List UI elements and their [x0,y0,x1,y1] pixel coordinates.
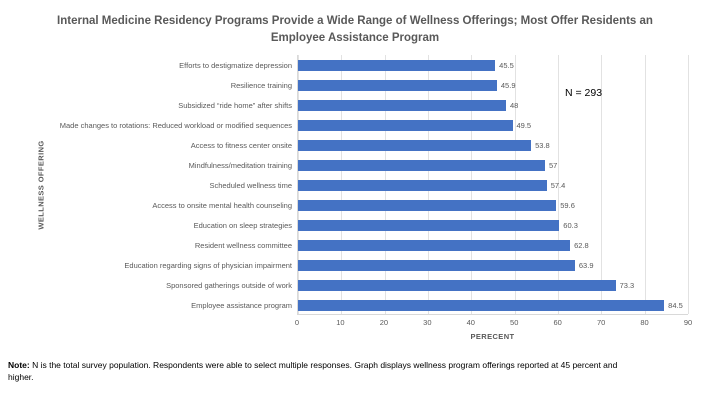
bar-row [298,295,688,315]
bar-value-label: 60.3 [563,220,578,230]
x-tick-label: 10 [336,318,345,327]
bar-row [298,55,688,75]
bar [298,180,547,191]
gridline [688,55,689,314]
bar-row [298,175,688,195]
category-axis-labels [36,55,292,315]
bar [298,240,570,251]
bar-value-label: 73.3 [619,280,635,290]
bar-row [298,215,688,235]
category-label: Access to fitness center onsite [190,140,292,150]
bar-value-label: 59.6 [560,200,575,210]
category-label: Education on sleep strategies [193,220,292,230]
x-tick-label: 20 [379,318,389,327]
bar-value-label: 53.8 [535,140,550,150]
bar-value-label: 45.9 [500,80,516,90]
x-tick-label: 0 [294,318,300,327]
bar-row [298,135,688,155]
category-label: Mindfulness/meditation training [188,160,292,170]
bar [298,200,556,211]
x-tick-label: 40 [466,318,475,327]
bar-row [298,195,688,215]
chart-title: Internal Medicine Residency Programs Provide a Wide Range of Wellness Offerings; Most Offer Residents an Employee Assistance Program [57,15,653,44]
bar-value-label: 62.8 [574,240,589,250]
bar-row [298,95,688,115]
bar [298,100,506,111]
bar [298,60,495,71]
x-axis-tick-labels [294,318,693,328]
footnote-text: N is the total survey population. Respondents were able to select multiple responses. Graph displays wellness program offerings reported at 45 percent and higher. [8,360,618,382]
footnote [8,360,626,384]
bar-value-label: 57.4 [550,180,566,190]
plot-area [297,55,688,315]
bar [298,160,545,171]
bar [298,120,513,131]
bar-value-label: 48 [510,100,519,110]
bar [298,220,559,231]
x-tick-label: 80 [640,318,649,327]
bar-value-label: 84.5 [668,300,683,310]
category-label: Education regarding signs of physician impairment [124,260,292,270]
category-label: Employee assistance program [191,300,292,310]
bar-series [298,55,688,314]
category-label: Efforts to destigmatize depression [179,60,292,70]
bar [298,300,664,311]
bar-row [298,275,688,295]
category-label: Resident wellness committee [194,240,292,250]
bar [298,260,575,271]
category-label: Resilience training [230,80,292,90]
bar [298,140,531,151]
category-label: Sponsored gatherings outside of work [166,280,292,290]
category-label: Scheduled wellness time [209,180,292,190]
category-label: Subsidized “ride home” after shifts [178,100,292,110]
bar-value-label: 63.9 [578,260,594,270]
x-tick-label: 90 [683,318,693,327]
bar-value-label: 57 [549,160,558,170]
bar-value-label: 45.5 [499,60,514,70]
bar-row [298,75,688,95]
footnote-label: Note: [8,360,30,370]
x-tick-label: 50 [510,318,519,327]
bar-row [298,115,688,135]
bar-row [298,235,688,255]
y-axis-title: WELLNESS OFFERING [36,140,46,230]
sample-size-annotation: N = 293 [565,87,603,99]
bar [298,80,497,91]
x-axis-title: PERECENT [470,332,515,341]
x-tick-label: 60 [553,318,562,327]
category-label: Access to onsite mental health counseling [152,200,292,210]
bar-row [298,155,688,175]
bar-value-label: 49.5 [516,120,532,130]
category-label: Made changes to rotations: Reduced workload or modified sequences [59,120,292,130]
x-tick-label: 30 [423,318,432,327]
bar-row [298,255,688,275]
bar [298,280,616,291]
x-tick-label: 70 [596,318,606,327]
